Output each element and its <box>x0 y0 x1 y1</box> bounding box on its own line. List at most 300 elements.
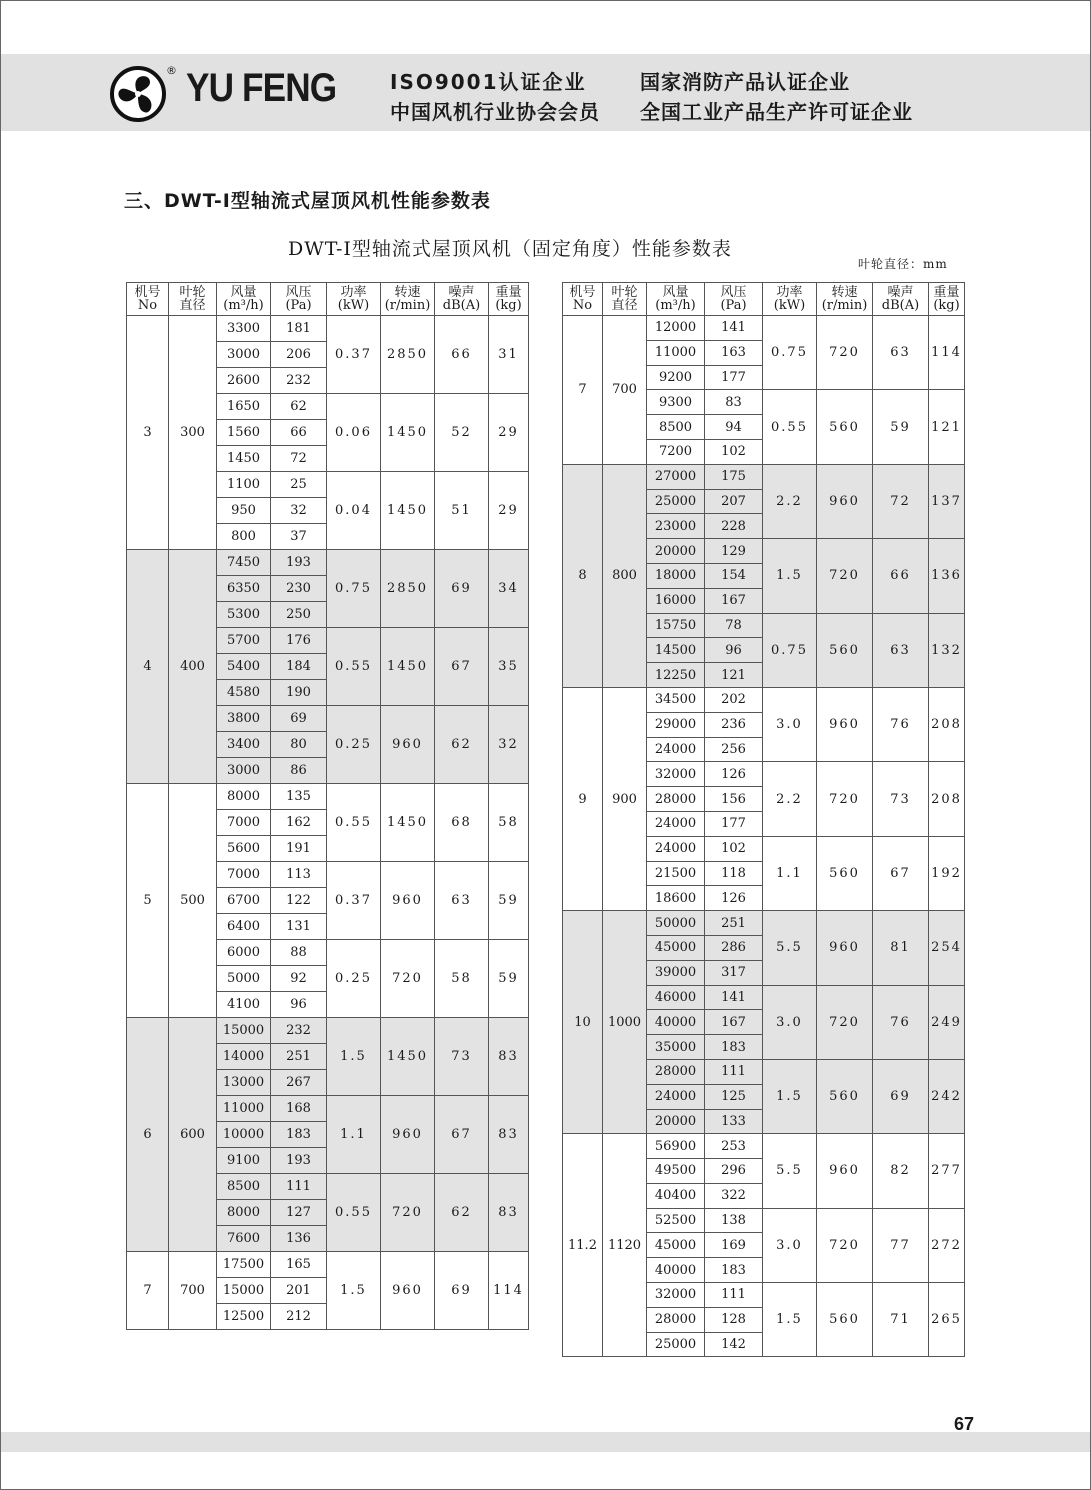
pressure-value: 183 <box>705 1035 763 1060</box>
pressure-value: 212 <box>271 1304 327 1330</box>
pressure-value: 317 <box>705 960 763 985</box>
speed-value: 960 <box>817 1134 873 1208</box>
power-value: 3.0 <box>763 985 817 1059</box>
pressure-value: 129 <box>705 539 763 564</box>
pressure-value: 127 <box>271 1200 327 1226</box>
pressure-value: 251 <box>705 911 763 936</box>
airflow-value: 46000 <box>647 985 705 1010</box>
pressure-value: 25 <box>271 472 327 498</box>
power-value: 0.25 <box>327 706 381 784</box>
airflow-value: 45000 <box>647 1233 705 1258</box>
airflow-value: 1450 <box>217 446 271 472</box>
pressure-value: 125 <box>705 1084 763 1109</box>
column-header-top: 风量 <box>230 285 257 300</box>
airflow-value: 4580 <box>217 680 271 706</box>
model-no: 7 <box>127 1252 169 1330</box>
weight-value: 32 <box>489 706 529 784</box>
pressure-value: 32 <box>271 498 327 524</box>
weight-value: 208 <box>929 762 965 836</box>
pressure-value: 201 <box>271 1278 327 1304</box>
airflow-value: 20000 <box>647 1109 705 1134</box>
speed-value: 560 <box>817 1059 873 1133</box>
pressure-value: 111 <box>271 1174 327 1200</box>
airflow-value: 3000 <box>217 342 271 368</box>
speed-value: 960 <box>817 464 873 538</box>
power-value: 1.5 <box>763 1059 817 1133</box>
airflow-value: 5600 <box>217 836 271 862</box>
power-value: 5.5 <box>763 911 817 985</box>
noise-value: 67 <box>435 628 489 706</box>
airflow-value: 13000 <box>217 1070 271 1096</box>
airflow-value: 34500 <box>647 687 705 712</box>
airflow-value: 15000 <box>217 1278 271 1304</box>
column-header <box>489 283 529 316</box>
noise-value: 59 <box>873 390 929 464</box>
impeller-diameter: 1000 <box>603 911 647 1134</box>
speed-value: 960 <box>381 1096 435 1174</box>
noise-value: 69 <box>435 1252 489 1330</box>
table-row <box>127 550 529 576</box>
column-header-bottom: No <box>572 298 593 313</box>
airflow-value: 7000 <box>217 810 271 836</box>
column-header-bottom: (m³/h) <box>223 298 264 313</box>
pressure-value: 83 <box>705 390 763 415</box>
speed-value: 720 <box>381 940 435 1018</box>
noise-value: 67 <box>873 836 929 910</box>
airflow-value: 3400 <box>217 732 271 758</box>
airflow-value: 3300 <box>217 316 271 342</box>
airflow-value: 24000 <box>647 811 705 836</box>
speed-value: 1450 <box>381 784 435 862</box>
weight-value: 254 <box>929 911 965 985</box>
pressure-value: 191 <box>271 836 327 862</box>
pressure-value: 202 <box>705 687 763 712</box>
airflow-value: 16000 <box>647 588 705 613</box>
power-value: 0.55 <box>763 390 817 464</box>
airflow-value: 28000 <box>647 1307 705 1332</box>
noise-value: 76 <box>873 687 929 761</box>
airflow-value: 12250 <box>647 663 705 688</box>
pressure-value: 184 <box>271 654 327 680</box>
column-header <box>817 283 873 316</box>
weight-value: 277 <box>929 1134 965 1208</box>
column-header-top: 风量 <box>662 285 689 300</box>
airflow-value: 24000 <box>647 1084 705 1109</box>
airflow-value: 52500 <box>647 1208 705 1233</box>
speed-value: 560 <box>817 1283 873 1357</box>
airflow-value: 18600 <box>647 886 705 911</box>
table-row <box>563 1134 965 1159</box>
airflow-value: 9100 <box>217 1148 271 1174</box>
pressure-value: 232 <box>271 368 327 394</box>
pressure-value: 72 <box>271 446 327 472</box>
airflow-value: 24000 <box>647 836 705 861</box>
model-no: 3 <box>127 316 169 550</box>
column-header <box>705 283 763 316</box>
unit-note: 叶轮直径：mm <box>858 257 948 271</box>
column-header <box>127 283 169 316</box>
airflow-value: 40000 <box>647 1258 705 1283</box>
registered-mark: ® <box>166 64 177 77</box>
pressure-value: 96 <box>271 992 327 1018</box>
airflow-value: 14500 <box>647 638 705 663</box>
pressure-value: 256 <box>705 737 763 762</box>
noise-value: 62 <box>435 1174 489 1252</box>
airflow-value: 28000 <box>647 787 705 812</box>
noise-value: 69 <box>435 550 489 628</box>
power-value: 3.0 <box>763 687 817 761</box>
noise-value: 52 <box>435 394 489 472</box>
pressure-value: 251 <box>271 1044 327 1070</box>
header-row <box>127 283 529 316</box>
noise-value: 68 <box>435 784 489 862</box>
weight-value: 137 <box>929 464 965 538</box>
model-no: 8 <box>563 464 603 687</box>
noise-value: 81 <box>873 911 929 985</box>
table-row <box>563 464 965 489</box>
cert-license: 全国工业产品生产许可证企业 <box>640 100 913 124</box>
speed-value: 960 <box>381 706 435 784</box>
pressure-value: 126 <box>705 762 763 787</box>
pressure-value: 296 <box>705 1159 763 1184</box>
airflow-value: 8500 <box>647 415 705 440</box>
airflow-value: 35000 <box>647 1035 705 1060</box>
pressure-value: 190 <box>271 680 327 706</box>
noise-value: 67 <box>435 1096 489 1174</box>
pressure-value: 113 <box>271 862 327 888</box>
airflow-value: 32000 <box>647 762 705 787</box>
pressure-value: 228 <box>705 514 763 539</box>
power-value: 1.1 <box>763 836 817 910</box>
pressure-value: 206 <box>271 342 327 368</box>
noise-value: 71 <box>873 1283 929 1357</box>
column-header-top: 叶轮 <box>611 285 638 300</box>
noise-value: 73 <box>873 762 929 836</box>
weight-value: 35 <box>489 628 529 706</box>
speed-value: 720 <box>817 539 873 613</box>
table-row <box>127 1018 529 1044</box>
footer-band <box>1 1432 1090 1452</box>
column-header <box>435 283 489 316</box>
pressure-value: 193 <box>271 550 327 576</box>
airflow-value: 18000 <box>647 563 705 588</box>
airflow-value: 45000 <box>647 935 705 960</box>
model-no: 7 <box>563 316 603 465</box>
model-no: 10 <box>563 911 603 1134</box>
column-header-top: 重量 <box>495 285 522 300</box>
table-row <box>127 1252 529 1278</box>
pressure-value: 131 <box>271 914 327 940</box>
pressure-value: 62 <box>271 394 327 420</box>
airflow-value: 11000 <box>217 1096 271 1122</box>
column-header-top: 功率 <box>340 285 367 300</box>
pressure-value: 102 <box>705 836 763 861</box>
airflow-value: 6350 <box>217 576 271 602</box>
pressure-value: 253 <box>705 1134 763 1159</box>
airflow-value: 12000 <box>647 316 705 341</box>
pressure-value: 94 <box>705 415 763 440</box>
airflow-value: 11000 <box>647 340 705 365</box>
pressure-value: 66 <box>271 420 327 446</box>
airflow-value: 3000 <box>217 758 271 784</box>
column-header-top: 重量 <box>933 285 960 300</box>
column-header-top: 转速 <box>831 285 858 300</box>
column-header <box>271 283 327 316</box>
column-header-top: 叶轮 <box>179 285 206 300</box>
noise-value: 58 <box>435 940 489 1018</box>
noise-value: 66 <box>873 539 929 613</box>
column-header-bottom: 直径 <box>611 298 638 313</box>
pressure-value: 162 <box>271 810 327 836</box>
column-header-top: 噪声 <box>448 285 475 300</box>
pressure-value: 118 <box>705 861 763 886</box>
page-number: 67 <box>954 1414 975 1434</box>
pressure-value: 136 <box>271 1226 327 1252</box>
column-header-top: 机号 <box>134 285 161 300</box>
section-title: 三、DWT-Ⅰ型轴流式屋顶风机性能参数表 <box>124 190 491 212</box>
table-row <box>563 687 965 712</box>
column-header-bottom: (Pa) <box>285 298 312 313</box>
impeller-diameter: 600 <box>169 1018 217 1252</box>
airflow-value: 21500 <box>647 861 705 886</box>
brand-name: YU FENG <box>186 66 337 110</box>
airflow-value: 25000 <box>647 489 705 514</box>
weight-value: 132 <box>929 613 965 687</box>
airflow-value: 27000 <box>647 464 705 489</box>
airflow-value: 15000 <box>217 1018 271 1044</box>
airflow-value: 5300 <box>217 602 271 628</box>
airflow-value: 3800 <box>217 706 271 732</box>
column-header <box>381 283 435 316</box>
pressure-value: 177 <box>705 365 763 390</box>
pressure-value: 286 <box>705 935 763 960</box>
column-header <box>217 283 271 316</box>
pressure-value: 128 <box>705 1307 763 1332</box>
pressure-value: 181 <box>271 316 327 342</box>
pressure-value: 167 <box>705 588 763 613</box>
impeller-diameter: 500 <box>169 784 217 1018</box>
column-header-top: 风压 <box>285 285 312 300</box>
power-value: 0.37 <box>327 316 381 394</box>
pressure-value: 168 <box>271 1096 327 1122</box>
airflow-value: 7000 <box>217 862 271 888</box>
airflow-value: 1100 <box>217 472 271 498</box>
noise-value: 69 <box>873 1059 929 1133</box>
pressure-value: 111 <box>705 1283 763 1308</box>
airflow-value: 8500 <box>217 1174 271 1200</box>
speed-value: 960 <box>381 862 435 940</box>
airflow-value: 12500 <box>217 1304 271 1330</box>
fan-logo-icon <box>110 66 166 122</box>
impeller-diameter: 800 <box>603 464 647 687</box>
speed-value: 1450 <box>381 1018 435 1096</box>
airflow-value: 14000 <box>217 1044 271 1070</box>
column-header <box>603 283 647 316</box>
airflow-value: 5000 <box>217 966 271 992</box>
power-value: 0.06 <box>327 394 381 472</box>
weight-value: 114 <box>929 316 965 390</box>
column-header <box>929 283 965 316</box>
cert-association: 中国风机行业协会会员 <box>390 100 600 124</box>
weight-value: 114 <box>489 1252 529 1330</box>
model-no: 5 <box>127 784 169 1018</box>
column-header <box>763 283 817 316</box>
airflow-value: 1560 <box>217 420 271 446</box>
pressure-value: 138 <box>705 1208 763 1233</box>
airflow-value: 10000 <box>217 1122 271 1148</box>
airflow-value: 40000 <box>647 1010 705 1035</box>
speed-value: 960 <box>381 1252 435 1330</box>
airflow-value: 24000 <box>647 737 705 762</box>
pressure-value: 232 <box>271 1018 327 1044</box>
airflow-value: 32000 <box>647 1283 705 1308</box>
airflow-value: 7200 <box>647 439 705 464</box>
power-value: 1.5 <box>763 1283 817 1357</box>
impeller-diameter: 400 <box>169 550 217 784</box>
weight-value: 249 <box>929 985 965 1059</box>
airflow-value: 8000 <box>217 1200 271 1226</box>
pressure-value: 207 <box>705 489 763 514</box>
power-value: 0.04 <box>327 472 381 550</box>
noise-value: 82 <box>873 1134 929 1208</box>
airflow-value: 9300 <box>647 390 705 415</box>
pressure-value: 122 <box>271 888 327 914</box>
impeller-diameter: 1120 <box>603 1134 647 1357</box>
pressure-value: 163 <box>705 340 763 365</box>
column-header-bottom: (r/min) <box>821 298 868 313</box>
weight-value: 29 <box>489 472 529 550</box>
weight-value: 59 <box>489 862 529 940</box>
weight-value: 265 <box>929 1283 965 1357</box>
pressure-value: 141 <box>705 316 763 341</box>
speed-value: 2850 <box>381 316 435 394</box>
weight-value: 136 <box>929 539 965 613</box>
pressure-value: 121 <box>705 663 763 688</box>
airflow-value: 20000 <box>647 539 705 564</box>
power-value: 0.75 <box>327 550 381 628</box>
airflow-value: 29000 <box>647 712 705 737</box>
pressure-value: 69 <box>271 706 327 732</box>
column-header-bottom: (kg) <box>495 298 522 313</box>
column-header <box>563 283 603 316</box>
column-header-bottom: dB(A) <box>442 298 481 313</box>
pressure-value: 88 <box>271 940 327 966</box>
speed-value: 720 <box>817 1208 873 1282</box>
pressure-value: 193 <box>271 1148 327 1174</box>
column-header-bottom: (kW) <box>337 298 370 313</box>
impeller-diameter: 900 <box>603 687 647 910</box>
model-no: 4 <box>127 550 169 784</box>
column-header-top: 机号 <box>569 285 596 300</box>
pressure-value: 176 <box>271 628 327 654</box>
speed-value: 560 <box>817 613 873 687</box>
weight-value: 59 <box>489 940 529 1018</box>
weight-value: 121 <box>929 390 965 464</box>
cert-iso: ISO9001认证企业 <box>390 70 587 94</box>
weight-value: 192 <box>929 836 965 910</box>
table-title: DWT-Ⅰ型轴流式屋顶风机（固定角度）性能参数表 <box>288 238 732 260</box>
airflow-value: 9200 <box>647 365 705 390</box>
weight-value: 208 <box>929 687 965 761</box>
speed-value: 560 <box>817 836 873 910</box>
weight-value: 83 <box>489 1096 529 1174</box>
pressure-value: 80 <box>271 732 327 758</box>
column-header-top: 风压 <box>720 285 747 300</box>
airflow-value: 8000 <box>217 784 271 810</box>
pressure-value: 175 <box>705 464 763 489</box>
column-header-bottom: (r/min) <box>384 298 431 313</box>
weight-value: 272 <box>929 1208 965 1282</box>
column-header-bottom: (m³/h) <box>655 298 696 313</box>
power-value: 2.2 <box>763 464 817 538</box>
pressure-value: 167 <box>705 1010 763 1035</box>
airflow-value: 1650 <box>217 394 271 420</box>
speed-value: 720 <box>817 316 873 390</box>
model-no: 6 <box>127 1018 169 1252</box>
pressure-value: 96 <box>705 638 763 663</box>
airflow-value: 39000 <box>647 960 705 985</box>
pressure-value: 322 <box>705 1183 763 1208</box>
pressure-value: 86 <box>271 758 327 784</box>
noise-value: 62 <box>435 706 489 784</box>
pressure-value: 250 <box>271 602 327 628</box>
airflow-value: 950 <box>217 498 271 524</box>
airflow-value: 7600 <box>217 1226 271 1252</box>
airflow-value: 5400 <box>217 654 271 680</box>
speed-value: 2850 <box>381 550 435 628</box>
weight-value: 242 <box>929 1059 965 1133</box>
column-header-bottom: dB(A) <box>881 298 920 313</box>
speed-value: 720 <box>381 1174 435 1252</box>
impeller-diameter: 700 <box>169 1252 217 1330</box>
airflow-value: 49500 <box>647 1159 705 1184</box>
airflow-value: 23000 <box>647 514 705 539</box>
noise-value: 66 <box>435 316 489 394</box>
column-header-bottom: 直径 <box>179 298 206 313</box>
weight-value: 34 <box>489 550 529 628</box>
pressure-value: 92 <box>271 966 327 992</box>
pressure-value: 102 <box>705 439 763 464</box>
power-value: 5.5 <box>763 1134 817 1208</box>
column-header-top: 转速 <box>394 285 421 300</box>
airflow-value: 40400 <box>647 1183 705 1208</box>
airflow-value: 25000 <box>647 1332 705 1357</box>
power-value: 2.2 <box>763 762 817 836</box>
noise-value: 63 <box>873 316 929 390</box>
power-value: 1.5 <box>763 539 817 613</box>
pressure-value: 37 <box>271 524 327 550</box>
pressure-value: 183 <box>705 1258 763 1283</box>
column-header-bottom: (kg) <box>933 298 960 313</box>
performance-table-right <box>562 282 965 1357</box>
speed-value: 1450 <box>381 394 435 472</box>
column-header-bottom: (kW) <box>773 298 806 313</box>
performance-table-left <box>126 282 529 1330</box>
pressure-value: 78 <box>705 613 763 638</box>
airflow-value: 6400 <box>217 914 271 940</box>
noise-value: 63 <box>873 613 929 687</box>
power-value: 3.0 <box>763 1208 817 1282</box>
pressure-value: 165 <box>271 1252 327 1278</box>
power-value: 1.5 <box>327 1018 381 1096</box>
power-value: 0.25 <box>327 940 381 1018</box>
speed-value: 560 <box>817 390 873 464</box>
pressure-value: 156 <box>705 787 763 812</box>
column-header <box>647 283 705 316</box>
column-header-bottom: No <box>137 298 158 313</box>
model-no: 11.2 <box>563 1134 603 1357</box>
weight-value: 83 <box>489 1174 529 1252</box>
